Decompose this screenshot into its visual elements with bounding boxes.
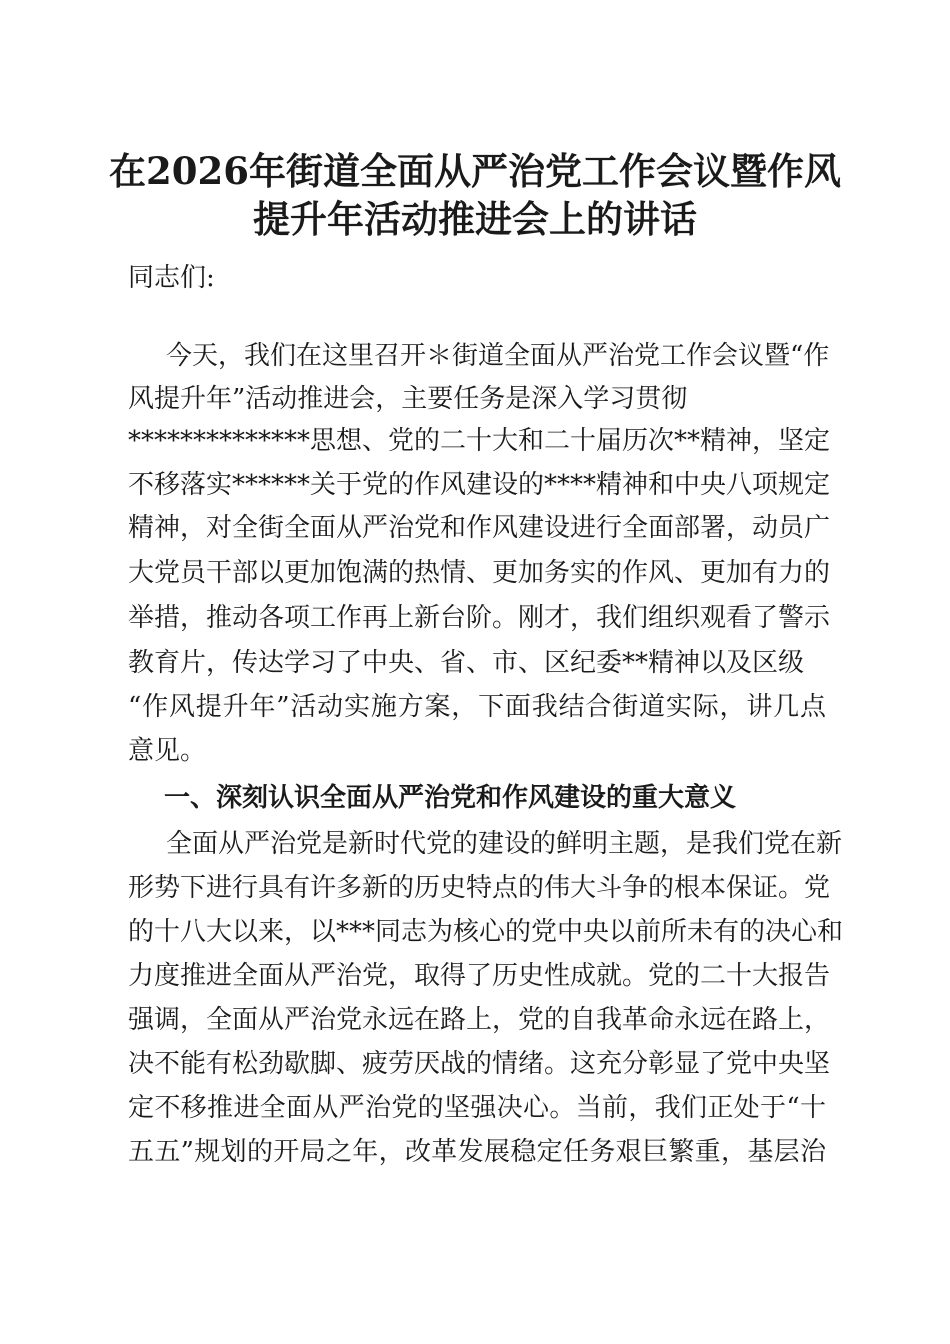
paragraph-line: 意见。 bbox=[128, 736, 207, 766]
paragraph-line: 大党员干部以更加饱满的热情、更加务实的作风、更加有力的 bbox=[128, 558, 831, 588]
paragraph-line: 今天，我们在这里召开＊街道全面从严治党工作会议暨“作 bbox=[166, 341, 830, 371]
salutation: 同志们: bbox=[128, 263, 215, 293]
section-heading-1: 一、深刻认识全面从严治党和作风建设的重大意义 bbox=[164, 783, 737, 813]
paragraph-line: 教育片，传达学习了中央、省、市、区纪委**精神以及区级 bbox=[128, 648, 805, 678]
paragraph-line: 举措，推动各项工作再上新台阶。刚才，我们组织观看了警示 bbox=[128, 603, 831, 633]
paragraph-line: 风提升年”活动推进会，主要任务是深入学习贯彻 bbox=[128, 384, 688, 414]
paragraph-line: 决不能有松劲歇脚、疲劳厌战的情绪。这充分彰显了党中央坚 bbox=[128, 1049, 831, 1079]
paragraph-line: **************思想、党的二十大和二十届历次**精神，坚定 bbox=[128, 426, 831, 456]
paragraph-line: 五五”规划的开局之年，改革发展稳定任务艰巨繁重，基层治 bbox=[128, 1137, 826, 1167]
paragraph-line: 全面从严治党是新时代党的建设的鲜明主题，是我们党在新 bbox=[166, 829, 843, 859]
paragraph-line: 的十八大以来，以***同志为核心的党中央以前所未有的决心和 bbox=[128, 917, 844, 947]
paragraph-line: “作风提升年”活动实施方案，下面我结合街道实际，讲几点 bbox=[128, 692, 826, 722]
paragraph-line: 定不移推进全面从严治党的坚强决心。当前，我们正处于“十 bbox=[128, 1093, 826, 1123]
paragraph-line: 力度推进全面从严治党，取得了历史性成就。党的二十大报告 bbox=[128, 961, 831, 991]
paragraph-line: 形势下进行具有许多新的历史特点的伟大斗争的根本保证。党 bbox=[128, 873, 831, 903]
document-title-line-1: 在2026年街道全面从严治党工作会议暨作风 bbox=[109, 149, 841, 193]
paragraph-line: 不移落实******关于党的作风建设的****精神和中央八项规定 bbox=[128, 470, 831, 500]
paragraph-line: 强调，全面从严治党永远在路上，党的自我革命永远在路上， bbox=[128, 1005, 831, 1035]
paragraph-line: 精神，对全街全面从严治党和作风建设进行全面部署，动员广 bbox=[128, 513, 831, 543]
document-title-line-2: 提升年活动推进会上的讲话 bbox=[253, 197, 697, 241]
